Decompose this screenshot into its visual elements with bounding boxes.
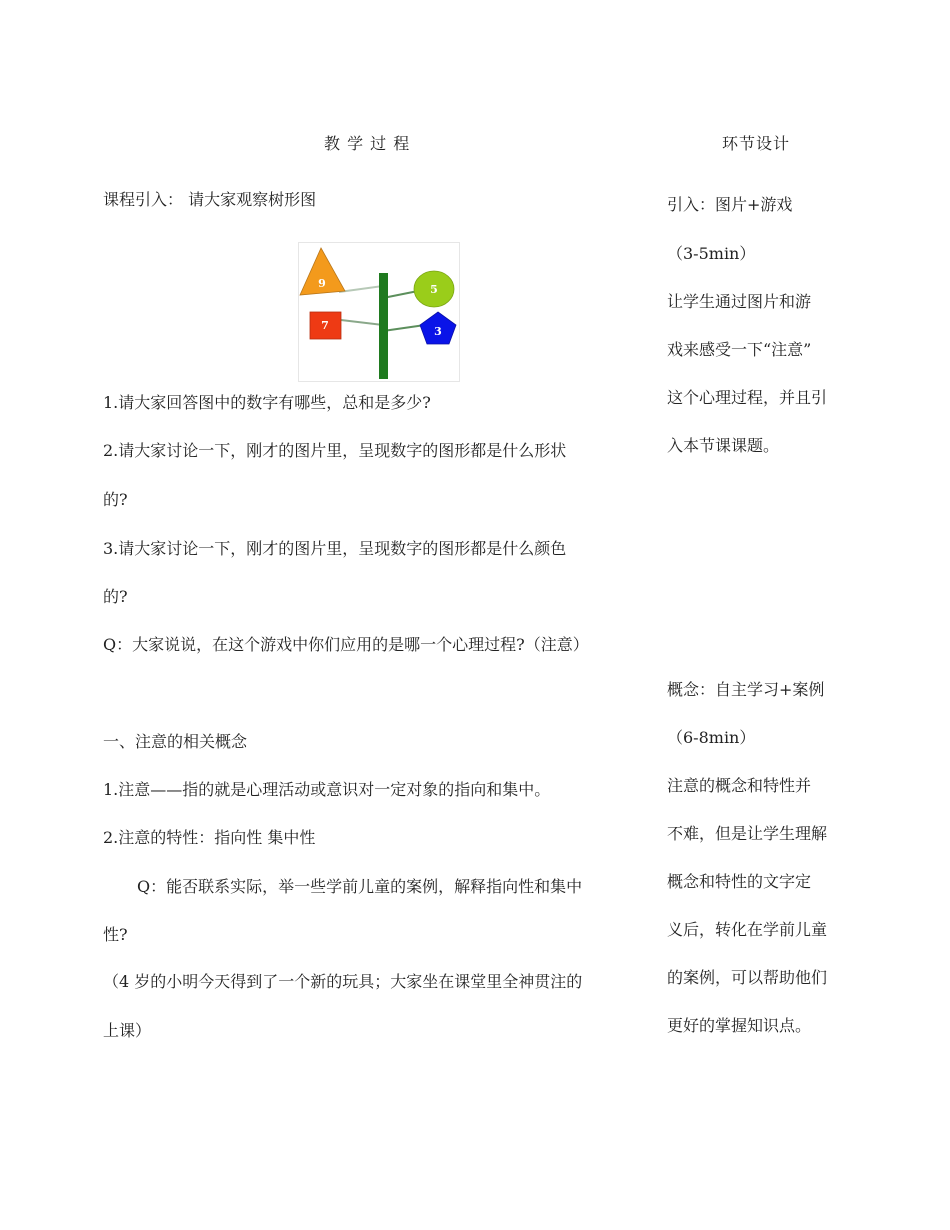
tree-trunk [379, 273, 388, 379]
tree-diagram-svg [299, 243, 459, 381]
example-line-2: 上课） [103, 1021, 152, 1040]
side-intro-desc-line: 这个心理过程，并且引 [667, 388, 828, 407]
branch-triangle [339, 286, 383, 292]
tree-diagram-figure [298, 242, 460, 382]
side-intro-desc-line: 戏来感受一下“注意” [667, 340, 812, 359]
example-line-1: （4 岁的小明今天得到了一个新的玩具；大家坐在课堂里全神贯注的 [103, 972, 583, 991]
square-number: 7 [321, 319, 329, 332]
question-main: Q：大家说说，在这个游戏中你们应用的是哪一个心理过程?（注意） [103, 635, 589, 654]
question-2-line-1: 2.请大家讨论一下，刚才的图片里，呈现数字的图形都是什么形状 [103, 441, 567, 460]
branch-square [341, 320, 383, 325]
definition-2: 2.注意的特性：指向性 集中性 [103, 828, 316, 847]
side-intro-title: 引入：图片+游戏 [667, 195, 793, 214]
course-intro-line: 课程引入： 请大家观察树形图 [103, 190, 317, 209]
heading-teaching-process: 教 学 过 程 [324, 134, 411, 153]
side-concept-desc-line: 注意的概念和特性并 [667, 776, 812, 795]
pentagon-number: 3 [434, 325, 442, 338]
section-1-title: 一、注意的相关概念 [103, 732, 248, 751]
side-intro-desc-line: 入本节课课题。 [667, 436, 780, 455]
side-concept-desc-line: 义后，转化在学前儿童 [667, 920, 828, 939]
question-2-line-2: 的? [103, 490, 128, 509]
side-concept-desc-line: 的案例，可以帮助他们 [667, 968, 828, 987]
side-intro-time: （3-5min） [667, 244, 756, 263]
definition-1: 1.注意——指的就是心理活动或意识对一定对象的指向和集中。 [103, 780, 551, 799]
side-concept-title: 概念：自主学习+案例 [667, 680, 825, 699]
side-concept-time: （6-8min） [667, 728, 756, 747]
side-concept-desc-line: 不难，但是让学生理解 [667, 824, 828, 843]
side-concept-desc-line: 概念和特性的文字定 [667, 872, 812, 891]
triangle-number: 9 [318, 277, 326, 290]
branch-pentagon [383, 325, 425, 331]
question-4-line-2: 性? [103, 925, 128, 944]
side-concept-desc-line: 更好的掌握知识点。 [667, 1016, 812, 1035]
question-1: 1.请大家回答图中的数字有哪些，总和是多少? [103, 393, 431, 412]
circle-number: 5 [430, 283, 438, 296]
question-3-line-2: 的? [103, 587, 128, 606]
heading-section-design: 环节设计 [722, 134, 791, 153]
question-4-line-1: Q：能否联系实际，举一些学前儿童的案例，解释指向性和集中 [137, 877, 583, 896]
question-3-line-1: 3.请大家讨论一下，刚才的图片里，呈现数字的图形都是什么颜色 [103, 539, 567, 558]
side-intro-desc-line: 让学生通过图片和游 [667, 292, 812, 311]
